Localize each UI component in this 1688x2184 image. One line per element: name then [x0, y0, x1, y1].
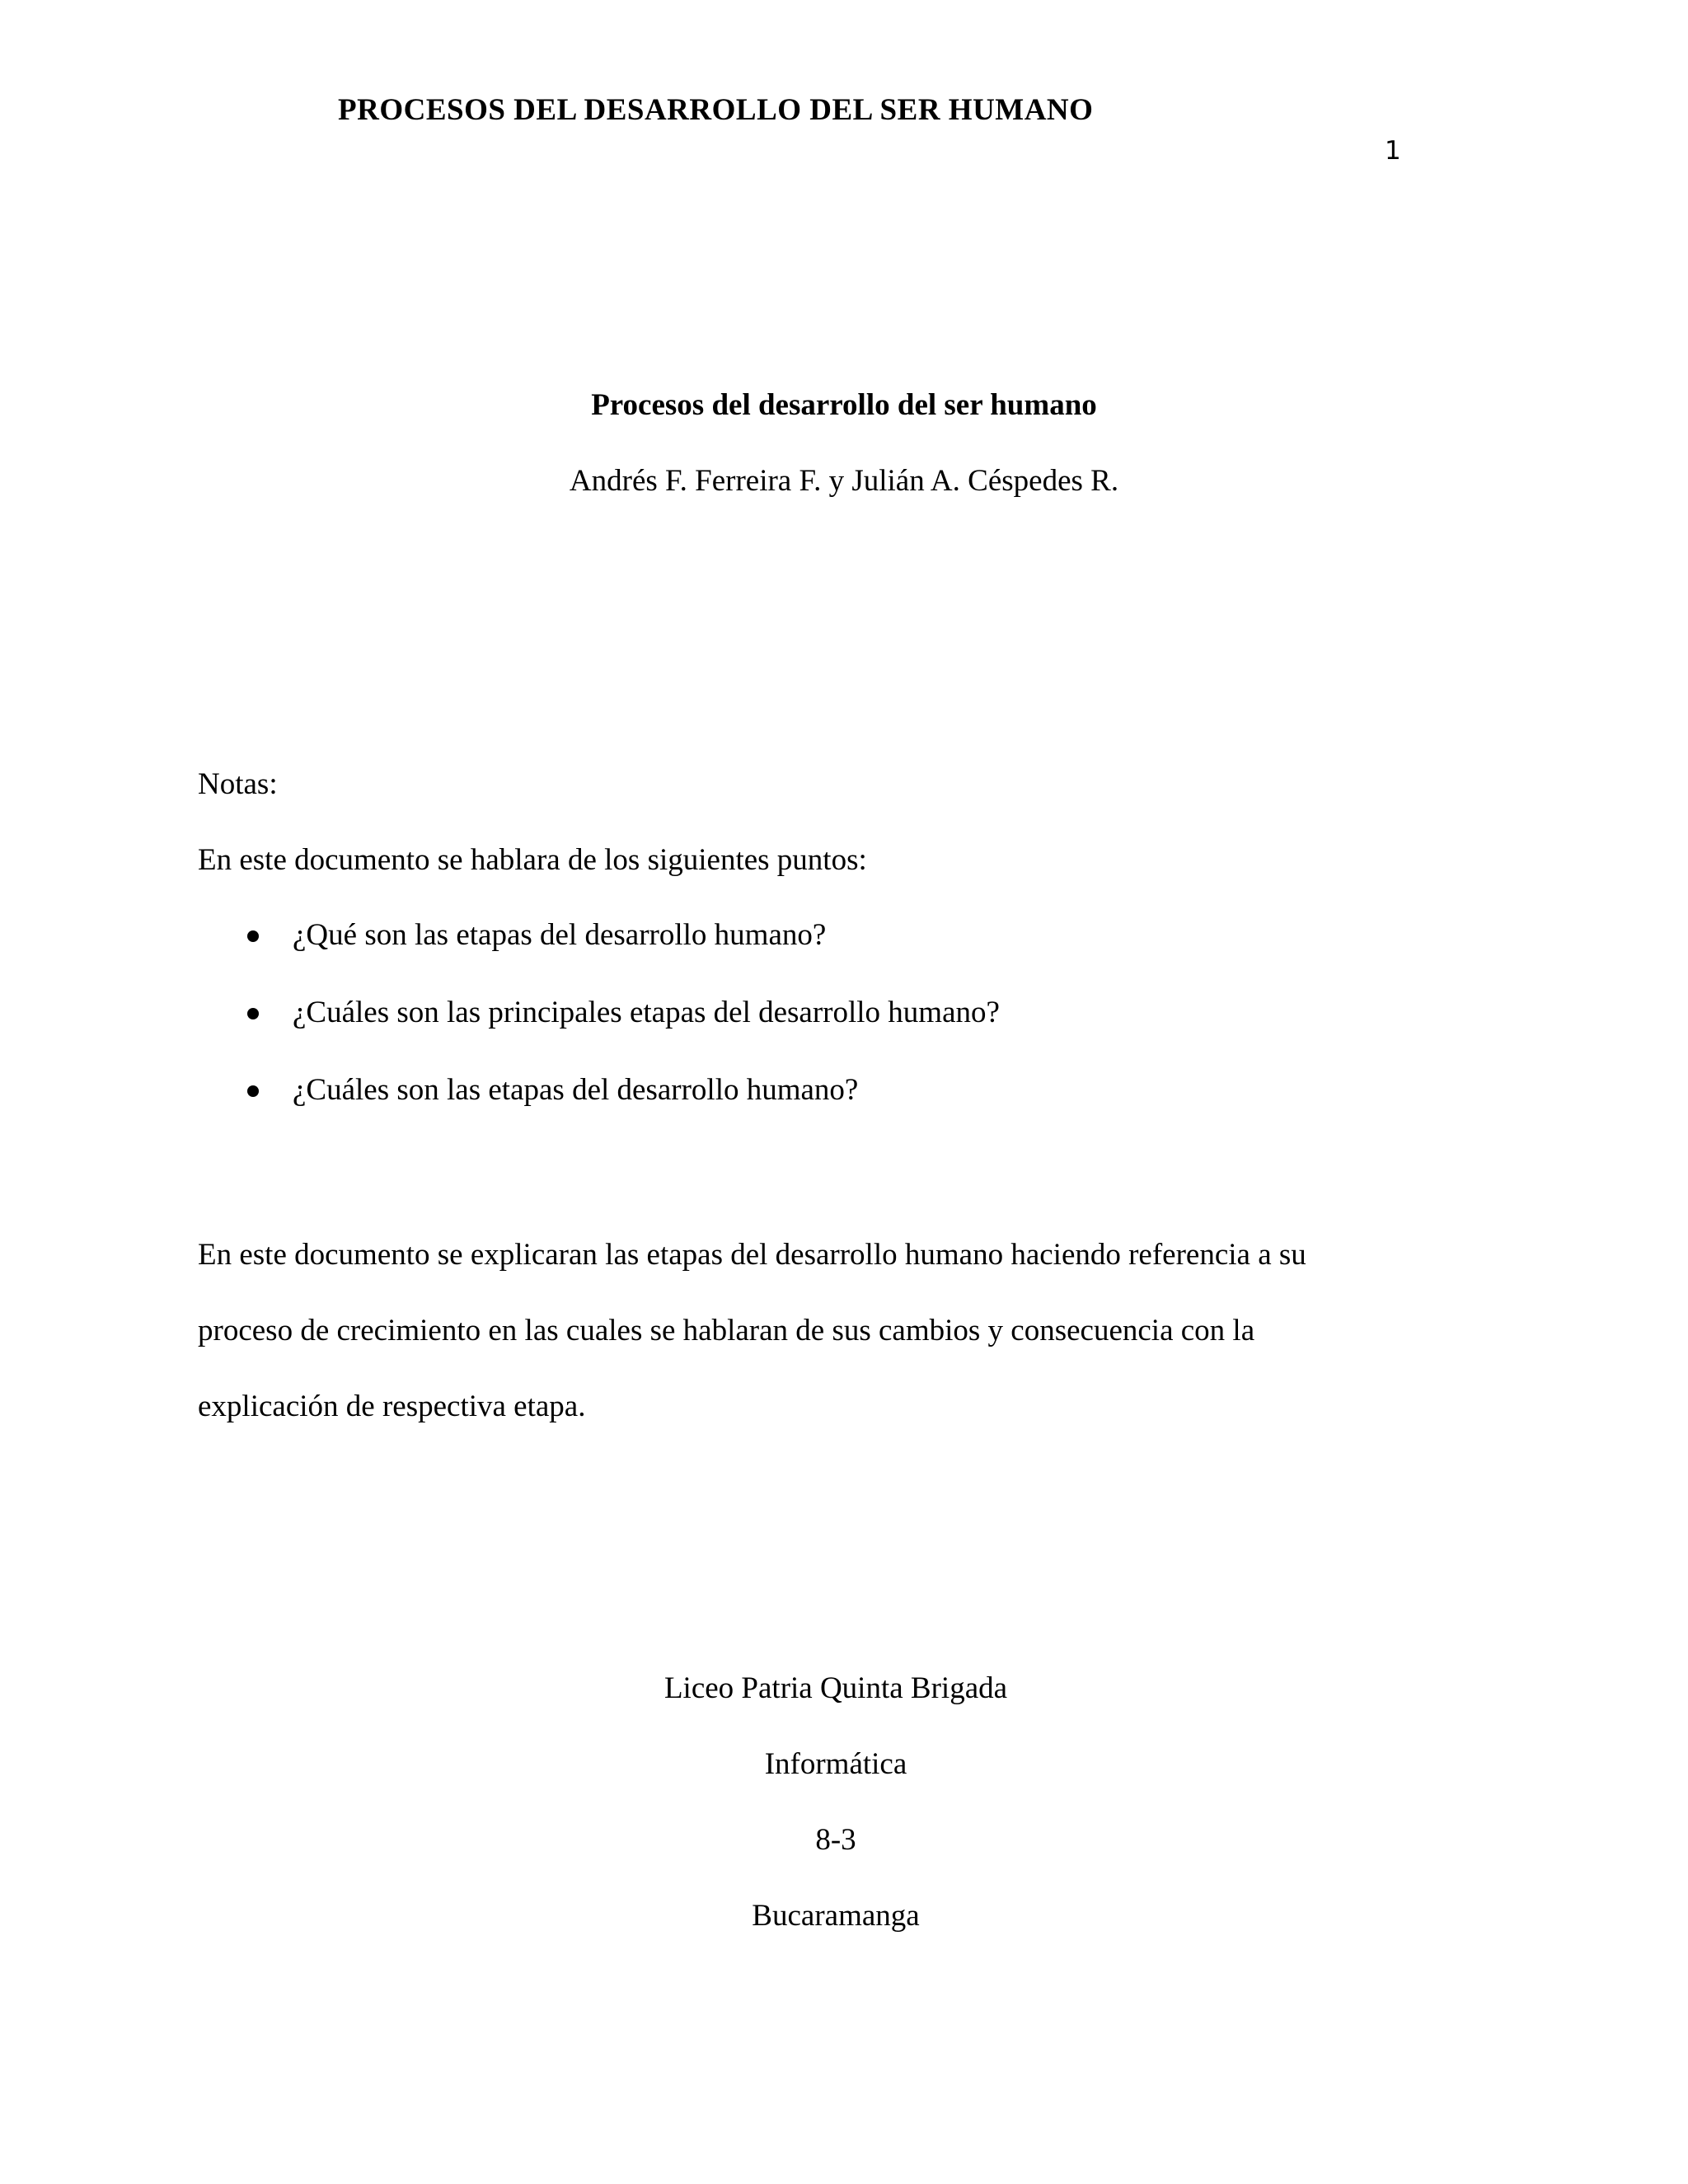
subject-name: Informática [764, 1747, 907, 1781]
grade-label: 8-3 [815, 1823, 856, 1857]
list-item [198, 995, 1000, 1072]
city-name: Bucaramanga [752, 1899, 920, 1933]
page-number: 1 [1385, 136, 1401, 166]
bullet-icon [247, 1008, 259, 1019]
paragraph-line: En este documento se explicaran las etapas del desarrollo humano haciendo referencia a su [198, 1238, 1306, 1272]
document-title: Procesos del desarrollo del ser humano [591, 388, 1097, 422]
notes-bullet-list [198, 917, 1000, 1150]
body-paragraph [198, 1217, 1426, 1445]
list-item [198, 917, 1000, 995]
document-authors: Andrés F. Ferreira F. y Julián A. Céspedes R. [569, 464, 1119, 498]
bullet-icon [247, 1085, 259, 1097]
paragraph-line: explicación de respectiva etapa. [198, 1390, 586, 1423]
list-item [198, 1072, 1000, 1150]
list-item-text: ¿Qué son las etapas del desarrollo humano? [293, 918, 827, 952]
notes-label: Notas: [198, 767, 278, 801]
list-item-text: ¿Cuáles son las etapas del desarrollo humano? [293, 1073, 859, 1107]
running-head: PROCESOS DEL DESARROLLO DEL SER HUMANO [338, 93, 1094, 127]
paragraph-line: proceso de crecimiento en las cuales se hablaran de sus cambios y consecuencia con la [198, 1314, 1255, 1347]
bullet-icon [247, 930, 259, 942]
notes-intro: En este documento se hablara de los siguientes puntos: [198, 843, 867, 877]
list-item-text: ¿Cuáles son las principales etapas del desarrollo humano? [293, 996, 1000, 1029]
school-name: Liceo Patria Quinta Brigada [663, 1671, 1008, 1705]
